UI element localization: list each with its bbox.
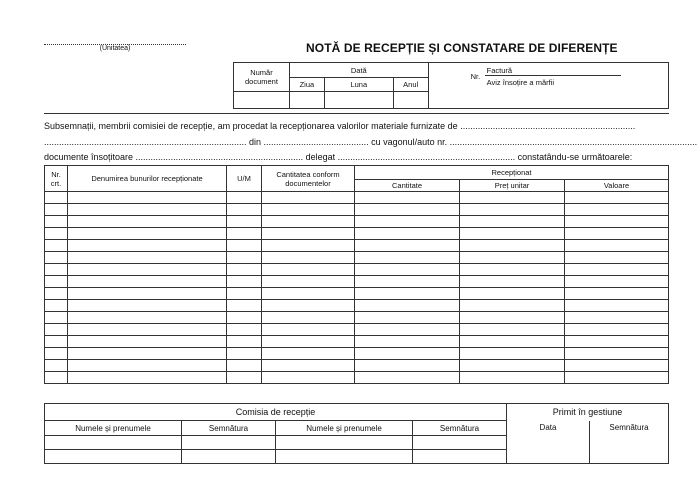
nr-cell — [428, 63, 668, 109]
ziua-label: Ziua — [289, 78, 324, 92]
semn2-label: Semnătura — [413, 421, 507, 436]
signature-table — [44, 403, 669, 464]
numar-document-label: Număr document — [234, 63, 290, 92]
aviz-label: Aviz însoțire a mărfii — [486, 78, 555, 87]
numar-document-field[interactable] — [234, 92, 290, 109]
data-label: Data — [539, 422, 557, 432]
table-row[interactable] — [45, 372, 669, 384]
table-row[interactable] — [45, 360, 669, 372]
nume1-field-2[interactable] — [45, 450, 182, 464]
col-cantitate: Cantitate — [355, 180, 460, 192]
data-field[interactable] — [507, 421, 590, 464]
table-row[interactable] — [45, 348, 669, 360]
semn2-field[interactable] — [413, 436, 507, 450]
comisia-label: Comisia de recepție — [45, 404, 507, 421]
paragraph-line-3: documente însoțitoare ................................................................... delegat ....................................................................... constatându-se următoarele: — [44, 152, 633, 162]
semn1-field-2[interactable] — [182, 450, 276, 464]
table-row[interactable] — [45, 324, 669, 336]
semn1-field[interactable] — [182, 436, 276, 450]
table-row[interactable] — [45, 204, 669, 216]
paragraph-line-1: Subsemnații, membrii comisiei de recepție, am procedat la recepționarea valorilor materiale furnizate de ...................................................................... — [44, 121, 636, 131]
luna-label: Luna — [324, 78, 393, 92]
anul-field[interactable] — [393, 92, 428, 109]
document-info-box — [233, 62, 669, 109]
nume1-label: Numele și prenumele — [45, 421, 182, 436]
col-denumire: Denumirea bunurilor recepționate — [68, 166, 227, 192]
table-row[interactable] — [45, 300, 669, 312]
table-row[interactable] — [45, 228, 669, 240]
table-row[interactable] — [45, 288, 669, 300]
col-um: U/M — [227, 166, 262, 192]
goods-table — [44, 165, 669, 384]
table-row[interactable] — [45, 276, 669, 288]
table-row[interactable] — [45, 216, 669, 228]
table-row[interactable] — [45, 252, 669, 264]
nume2-field-2[interactable] — [276, 450, 413, 464]
col-pret: Preț unitar — [460, 180, 565, 192]
table-row[interactable] — [45, 264, 669, 276]
nume2-field[interactable] — [276, 436, 413, 450]
table-row[interactable] — [45, 240, 669, 252]
ziua-field[interactable] — [289, 92, 324, 109]
table-row[interactable] — [45, 336, 669, 348]
unit-line[interactable] — [44, 38, 186, 45]
unit-label: (Unitatea) — [99, 45, 131, 52]
nume2-label: Numele și prenumele — [276, 421, 413, 436]
primit-label: Primit în gestiune — [507, 404, 669, 421]
nume1-field[interactable] — [45, 436, 182, 450]
nr-label: Nr. — [470, 72, 481, 81]
semn2-field-2[interactable] — [413, 450, 507, 464]
paragraph-line-2: ................................................................................. din .......................................... cu vagonul/auto nr. ................................................................................................... — [44, 137, 698, 147]
table-row[interactable] — [45, 312, 669, 324]
semn3-label: Semnătura — [609, 422, 649, 432]
col-receptionat: Recepționat — [355, 166, 669, 180]
data-label: Dată — [289, 63, 428, 78]
col-nr-crt: Nr. crt. — [45, 166, 68, 192]
separator-line — [44, 113, 669, 114]
factura-label: Factură — [486, 66, 513, 75]
semn3-field[interactable] — [590, 421, 669, 464]
col-valoare: Valoare — [565, 180, 669, 192]
table-row[interactable] — [45, 192, 669, 204]
semn1-label: Semnătura — [182, 421, 276, 436]
page-title: NOTĂ DE RECEPȚIE ȘI CONSTATARE DE DIFERENȚE — [306, 41, 618, 55]
luna-field[interactable] — [324, 92, 393, 109]
col-cantitate-doc: Cantitatea conform documentelor — [262, 166, 355, 192]
anul-label: Anul — [393, 78, 428, 92]
